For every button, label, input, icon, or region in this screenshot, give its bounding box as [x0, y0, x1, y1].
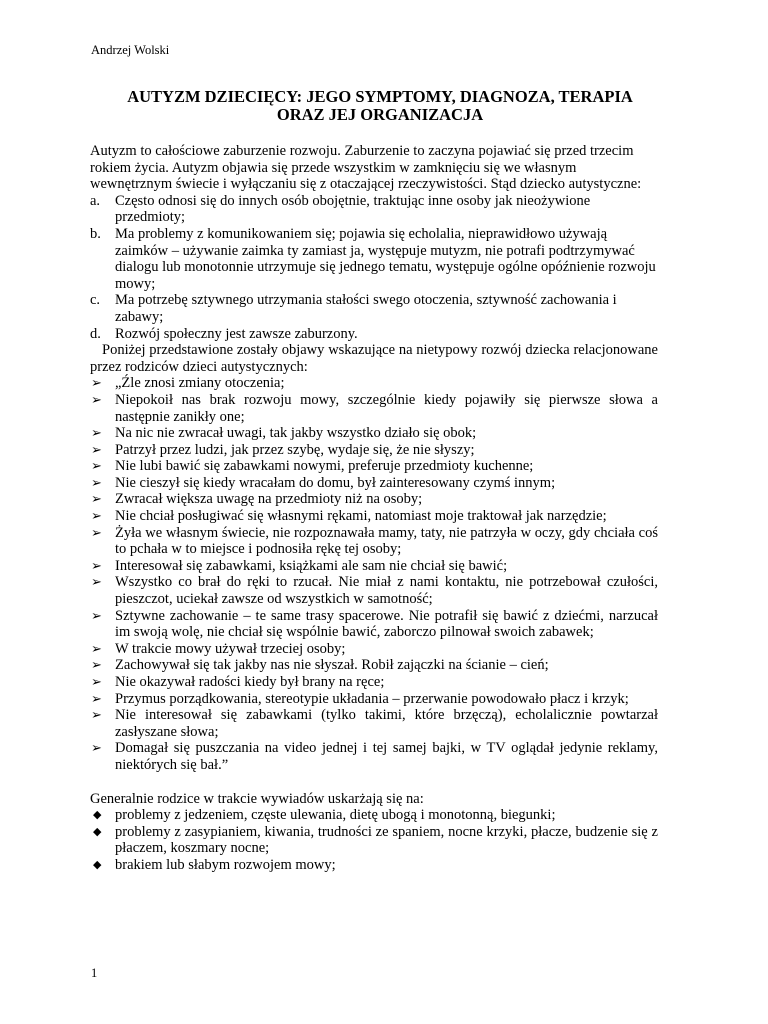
list-item-text: Sztywne zachowanie – te same trasy spacerowe. Nie potrafił się bawić z dziećmi, narzucał im swoją wolę, nie chciał się wspólnie bawić, zaborczo pilnował swoich zabawek;: [115, 607, 658, 641]
list-item: [90, 558, 658, 575]
list-item: [90, 491, 658, 508]
arrow-bullet-icon: ➢: [91, 707, 102, 723]
list-item-text: Nie interesował się zabawkami (tylko takimi, które brzęczą), echolalicznie powtarzał zasłyszane słowa;: [115, 707, 658, 740]
list-item: [90, 425, 658, 442]
list-item: [90, 641, 658, 658]
list-item-text: problemy z zasypianiem, kiwania, trudności ze spaniem, nocne krzyki, płacze, budzenie się z płaczem, koszmary nocne;: [115, 823, 658, 857]
list-item: [90, 608, 658, 641]
list-item-text: W trakcie mowy używał trzeciej osoby;: [115, 640, 346, 657]
title-line-2: ORAZ JEJ ORGANIZACJA: [276, 105, 484, 124]
list-item: [90, 326, 658, 343]
spacer: [90, 774, 658, 791]
list-item-text: brakiem lub słabym rozwojem mowy;: [115, 856, 336, 873]
list-marker: a.: [90, 192, 101, 209]
list-item: [90, 691, 658, 708]
arrow-bullet-icon: ➢: [91, 674, 102, 689]
arrow-bullet-icon: ➢: [91, 458, 102, 474]
list-item: [90, 375, 658, 392]
list-item: [90, 392, 658, 425]
list-item: [90, 292, 658, 325]
list-item: [90, 475, 658, 492]
list-item: [90, 657, 658, 674]
arrow-bullet-icon: ➢: [91, 425, 102, 441]
list-item: [90, 574, 658, 607]
list-item: [90, 740, 658, 773]
list-item-text: Ma potrzebę sztywnego utrzymania stałości swego otoczenia, sztywność zachowania i zabawy;: [115, 292, 617, 325]
title-line-1: AUTYZM DZIECIĘCY: JEGO SYMPTOMY, DIAGNOZA, TERAPIA: [127, 87, 633, 106]
list-item-text: Wszystko co brał do ręki to rzucał. Nie miał z nami kontaktu, nie potrzebował czułości, pieszczot, uciekał zawsze od wszystkich w samotność;: [115, 574, 658, 608]
list-item: [90, 508, 658, 525]
arrow-bullet-icon: ➢: [91, 607, 102, 623]
symptom-list: [90, 193, 658, 342]
parents-intro-paragraph: Poniżej przedstawione zostały objawy wskazujące na nietypowy rozwój dziecka relacjonowane przez rodziców dzieci autystycznych:: [90, 342, 658, 375]
arrow-bullet-icon: ➢: [91, 690, 102, 706]
arrow-bullet-icon: ➢: [91, 441, 102, 457]
list-item-text: Często odnosi się do innych osób obojętnie, traktując inne osoby jak nieożywione przedmioty;: [115, 192, 591, 226]
intro-paragraph: Autyzm to całościowe zaburzenie rozwoju. Zaburzenie to zaczyna pojawiać się przed trzecim rokiem życia. Autyzm objawia się przede wszystkim w zamknięciu się we własnym wewnętrznym świecie i wyłączaniu się z otaczającej rzeczywistości. Stąd dziecko autystyczne:: [90, 143, 642, 193]
list-item-text: Nie cieszył się kiedy wracałam do domu, był zainteresowany czymś innym;: [115, 474, 556, 491]
list-item-text: Domagał się puszczania na video jednej i tej samej bajki, w TV oglądał jedynie reklamy, niektórych się bał.”: [115, 740, 658, 773]
arrow-bullet-icon: ➢: [91, 740, 102, 756]
arrow-bullet-icon: ➢: [91, 657, 102, 673]
diamond-bullet-icon: ◆: [93, 825, 102, 838]
diamond-bullet-icon: ◆: [93, 858, 102, 871]
complaints-list: [90, 807, 658, 873]
list-marker: c.: [90, 292, 101, 309]
list-item: [90, 226, 658, 292]
document-body: [90, 143, 658, 874]
list-item: [90, 674, 658, 691]
list-item-text: Żyła we własnym świecie, nie rozpoznawała mamy, taty, nie patrzyła w oczy, gdy chciała coś to pchała w to miejsce i podnosiła rękę tej osoby;: [115, 524, 658, 558]
list-item-text: Na nic nie zwracał uwagi, tak jakby wszystko działo się obok;: [115, 425, 477, 442]
list-item-text: Niepokoił nas brak rozwoju mowy, szczególnie kiedy pojawiły się pierwsze słowa a następnie zanikły one;: [115, 391, 658, 425]
list-item-text: „Źle znosi zmiany otoczenia;: [115, 375, 285, 392]
list-item-text: Zachowywał się tak jakby nas nie słyszał. Robił zajączki na ścianie – cień;: [115, 657, 549, 674]
arrow-bullet-icon: ➢: [91, 557, 102, 573]
list-item-text: Patrzył przez ludzi, jak przez szybę, wydaje się, że nie słyszy;: [115, 441, 475, 458]
arrow-bullet-icon: ➢: [91, 508, 102, 524]
list-item-text: Nie chciał posługiwać się własnymi rękami, natomiast moje traktował jak narzędzie;: [115, 508, 607, 525]
document-title: [80, 88, 680, 124]
parent-quotes-list: [90, 375, 658, 773]
diamond-bullet-icon: ◆: [93, 809, 102, 822]
list-item: [90, 857, 658, 874]
list-item: [90, 824, 658, 857]
arrow-bullet-icon: ➢: [91, 524, 102, 540]
list-item: [90, 807, 658, 824]
complaints-intro: Generalnie rodzice w trakcie wywiadów uskarżają się na:: [90, 790, 424, 807]
list-item-text: Interesował się zabawkami, książkami ale sam nie chciał się bawić;: [115, 557, 508, 574]
list-item-text: Ma problemy z komunikowaniem się; pojawia się echolalia, nieprawidłowo używają zaimków – używanie zaimka ty zamiast ja, występuje mutyzm, nie potrafi podtrzymywać dialogu lub monotonnie utrzymuje się jednego tematu, występuje ogólne opóźnienie rozwoju mowy;: [115, 225, 656, 292]
arrow-bullet-icon: ➢: [91, 474, 102, 490]
arrow-bullet-icon: ➢: [91, 391, 102, 407]
list-item-text: Rozwój społeczny jest zawsze zaburzony.: [115, 325, 358, 342]
arrow-bullet-icon: ➢: [91, 375, 102, 391]
list-item-text: Przymus porządkowania, stereotypie układania – przerwanie powodowało płacz i krzyk;: [115, 690, 629, 707]
arrow-bullet-icon: ➢: [91, 574, 102, 590]
page-number: 1: [91, 966, 98, 980]
list-marker: b.: [90, 225, 101, 242]
list-item-text: Nie lubi bawić się zabawkami nowymi, preferuje przedmioty kuchenne;: [115, 458, 534, 475]
list-item-text: problemy z jedzeniem, częste ulewania, dietę ubogą i monotonną, biegunki;: [115, 807, 556, 824]
list-item: [90, 525, 658, 558]
author-header: Andrzej Wolski: [91, 43, 170, 57]
list-item: [90, 442, 658, 459]
list-item-text: Nie okazywał radości kiedy był brany na ręce;: [115, 674, 385, 690]
list-item: [90, 193, 658, 226]
list-marker: d.: [90, 325, 101, 342]
arrow-bullet-icon: ➢: [91, 491, 102, 507]
list-item-text: Zwracał większa uwagę na przedmioty niż na osoby;: [115, 491, 423, 508]
list-item: [90, 707, 658, 740]
arrow-bullet-icon: ➢: [91, 640, 102, 656]
list-item: [90, 458, 658, 475]
